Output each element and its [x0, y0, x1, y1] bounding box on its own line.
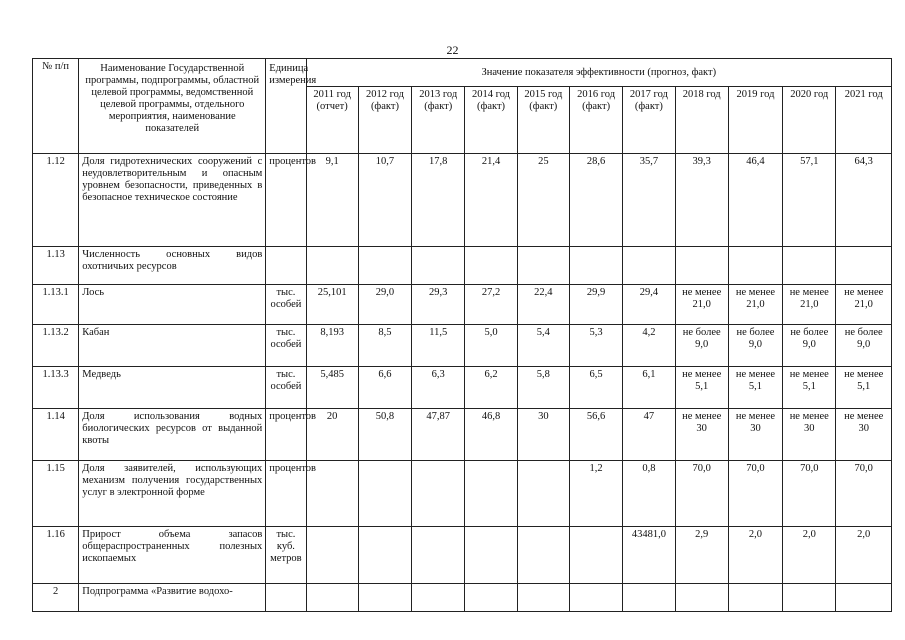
value-cell	[358, 584, 411, 612]
value-cell: 4,2	[623, 325, 675, 367]
value-cell: 8,193	[306, 325, 358, 367]
value-cell: не менее 21,0	[783, 285, 836, 325]
indicator-name: Лось	[79, 285, 266, 325]
unit-cell: процентов	[266, 409, 306, 461]
value-cell	[412, 461, 465, 527]
value-cell	[358, 247, 411, 285]
value-cell: 2,0	[783, 527, 836, 584]
value-cell: 9,1	[306, 154, 358, 247]
unit-cell	[266, 584, 306, 612]
value-cell: 5,0	[465, 325, 517, 367]
value-cell: 70,0	[675, 461, 728, 527]
value-cell: 2,0	[836, 527, 892, 584]
row-number: 1.13.3	[33, 367, 79, 409]
header-year: 2013 год (факт)	[412, 87, 465, 154]
indicator-name: Доля использования водных биологических ресурсов от выданной квоты	[79, 409, 266, 461]
value-cell	[358, 527, 411, 584]
value-cell	[623, 247, 675, 285]
value-cell	[517, 461, 569, 527]
table-row	[33, 325, 892, 367]
value-cell: 21,4	[465, 154, 517, 247]
header-values-title: Значение показателя эффективности (прогноз, факт)	[306, 59, 891, 87]
value-cell: 70,0	[728, 461, 782, 527]
value-cell	[623, 584, 675, 612]
value-cell	[412, 247, 465, 285]
value-cell	[569, 247, 622, 285]
indicator-name: Подпрограмма «Развитие водохо-	[79, 584, 266, 612]
table-row	[33, 527, 892, 584]
value-cell: 29,9	[569, 285, 622, 325]
header-year: 2017 год (факт)	[623, 87, 675, 154]
table-row	[33, 285, 892, 325]
unit-cell: тыс. особей	[266, 367, 306, 409]
value-cell: не менее 5,1	[728, 367, 782, 409]
value-cell: не более 9,0	[728, 325, 782, 367]
table-row	[33, 247, 892, 285]
value-cell: не менее 5,1	[836, 367, 892, 409]
value-cell	[412, 584, 465, 612]
row-number: 1.13	[33, 247, 79, 285]
value-cell: не менее 30	[836, 409, 892, 461]
value-cell	[358, 461, 411, 527]
value-cell: 64,3	[836, 154, 892, 247]
value-cell: 29,0	[358, 285, 411, 325]
value-cell: 29,3	[412, 285, 465, 325]
value-cell	[306, 584, 358, 612]
value-cell	[465, 584, 517, 612]
value-cell: не менее 21,0	[675, 285, 728, 325]
value-cell: 5,485	[306, 367, 358, 409]
value-cell	[465, 527, 517, 584]
value-cell	[783, 247, 836, 285]
value-cell: 70,0	[836, 461, 892, 527]
value-cell: не менее 30	[675, 409, 728, 461]
value-cell: 39,3	[675, 154, 728, 247]
value-cell	[517, 247, 569, 285]
value-cell: 47	[623, 409, 675, 461]
value-cell: 50,8	[358, 409, 411, 461]
header-year: 2016 год (факт)	[569, 87, 622, 154]
header-year: 2021 год	[836, 87, 892, 154]
value-cell: 2,0	[728, 527, 782, 584]
value-cell: 5,4	[517, 325, 569, 367]
header-year: 2018 год	[675, 87, 728, 154]
value-cell	[675, 247, 728, 285]
value-cell: 6,5	[569, 367, 622, 409]
value-cell: не менее 21,0	[728, 285, 782, 325]
value-cell: не менее 30	[783, 409, 836, 461]
value-cell	[675, 584, 728, 612]
value-cell: 1,2	[569, 461, 622, 527]
value-cell: 35,7	[623, 154, 675, 247]
header-unit: Единица измерения	[266, 59, 306, 154]
value-cell: 6,3	[412, 367, 465, 409]
header-year: 2012 год (факт)	[358, 87, 411, 154]
row-number: 2	[33, 584, 79, 612]
value-cell: 47,87	[412, 409, 465, 461]
header-year: 2015 год (факт)	[517, 87, 569, 154]
indicator-name: Медведь	[79, 367, 266, 409]
value-cell	[306, 527, 358, 584]
value-cell	[517, 527, 569, 584]
table-row	[33, 367, 892, 409]
value-cell: 8,5	[358, 325, 411, 367]
value-cell	[412, 527, 465, 584]
value-cell	[465, 247, 517, 285]
value-cell	[836, 247, 892, 285]
row-number: 1.13.2	[33, 325, 79, 367]
value-cell: 6,1	[623, 367, 675, 409]
value-cell: 6,6	[358, 367, 411, 409]
table-row	[33, 461, 892, 527]
indicator-name: Доля гидротехнических сооружений с неудовлетворительным и опасным уровнем безопасности, приведенных в безопасное техническое состояние	[79, 154, 266, 247]
value-cell	[465, 461, 517, 527]
value-cell: 5,3	[569, 325, 622, 367]
row-number: 1.12	[33, 154, 79, 247]
value-cell: не менее 21,0	[836, 285, 892, 325]
value-cell: не более 9,0	[675, 325, 728, 367]
header-name: Наименование Государственной программы, подпрограммы, областной целевой программы, ведомственной целевой программы, отдельного мероприятия, наименование показателей	[79, 59, 266, 154]
indicator-name: Численность основных видов охотничьих ресурсов	[79, 247, 266, 285]
row-number: 1.16	[33, 527, 79, 584]
indicator-name: Доля заявителей, использующих механизм получения государственных услуг в электронной форме	[79, 461, 266, 527]
value-cell: не более 9,0	[783, 325, 836, 367]
value-cell: не менее 5,1	[783, 367, 836, 409]
value-cell: 5,8	[517, 367, 569, 409]
unit-cell	[266, 247, 306, 285]
value-cell	[728, 247, 782, 285]
indicators-table	[32, 58, 892, 612]
indicator-name: Кабан	[79, 325, 266, 367]
unit-cell: тыс. куб. метров	[266, 527, 306, 584]
value-cell: не более 9,0	[836, 325, 892, 367]
value-cell: не менее 30	[728, 409, 782, 461]
unit-cell: процентов	[266, 154, 306, 247]
value-cell	[569, 527, 622, 584]
value-cell: 0,8	[623, 461, 675, 527]
value-cell: 6,2	[465, 367, 517, 409]
unit-cell: процентов	[266, 461, 306, 527]
page-number: 22	[446, 43, 459, 57]
header-year: 2011 год (отчет)	[306, 87, 358, 154]
value-cell: 25,101	[306, 285, 358, 325]
value-cell	[306, 247, 358, 285]
value-cell: 46,4	[728, 154, 782, 247]
table-row	[33, 584, 892, 612]
value-cell: 57,1	[783, 154, 836, 247]
unit-cell: тыс. особей	[266, 285, 306, 325]
value-cell: 25	[517, 154, 569, 247]
table-row	[33, 154, 892, 247]
value-cell: не менее 5,1	[675, 367, 728, 409]
indicator-name: Прирост объема запасов общераспространенных полезных ископаемых	[79, 527, 266, 584]
value-cell	[517, 584, 569, 612]
value-cell: 56,6	[569, 409, 622, 461]
value-cell	[836, 584, 892, 612]
value-cell: 70,0	[783, 461, 836, 527]
row-number: 1.14	[33, 409, 79, 461]
value-cell	[569, 584, 622, 612]
row-number: 1.13.1	[33, 285, 79, 325]
unit-cell: тыс. особей	[266, 325, 306, 367]
value-cell: 10,7	[358, 154, 411, 247]
header-year: 2014 год (факт)	[465, 87, 517, 154]
value-cell: 27,2	[465, 285, 517, 325]
value-cell	[728, 584, 782, 612]
value-cell	[783, 584, 836, 612]
header-year: 2019 год	[728, 87, 782, 154]
header-num: № п/п	[33, 59, 79, 154]
value-cell: 29,4	[623, 285, 675, 325]
header-year: 2020 год	[783, 87, 836, 154]
value-cell: 43481,0	[623, 527, 675, 584]
value-cell: 28,6	[569, 154, 622, 247]
row-number: 1.15	[33, 461, 79, 527]
value-cell: 17,8	[412, 154, 465, 247]
value-cell: 2,9	[675, 527, 728, 584]
table-row	[33, 409, 892, 461]
value-cell: 11,5	[412, 325, 465, 367]
value-cell: 30	[517, 409, 569, 461]
value-cell: 46,8	[465, 409, 517, 461]
value-cell: 22,4	[517, 285, 569, 325]
value-cell: 20	[306, 409, 358, 461]
